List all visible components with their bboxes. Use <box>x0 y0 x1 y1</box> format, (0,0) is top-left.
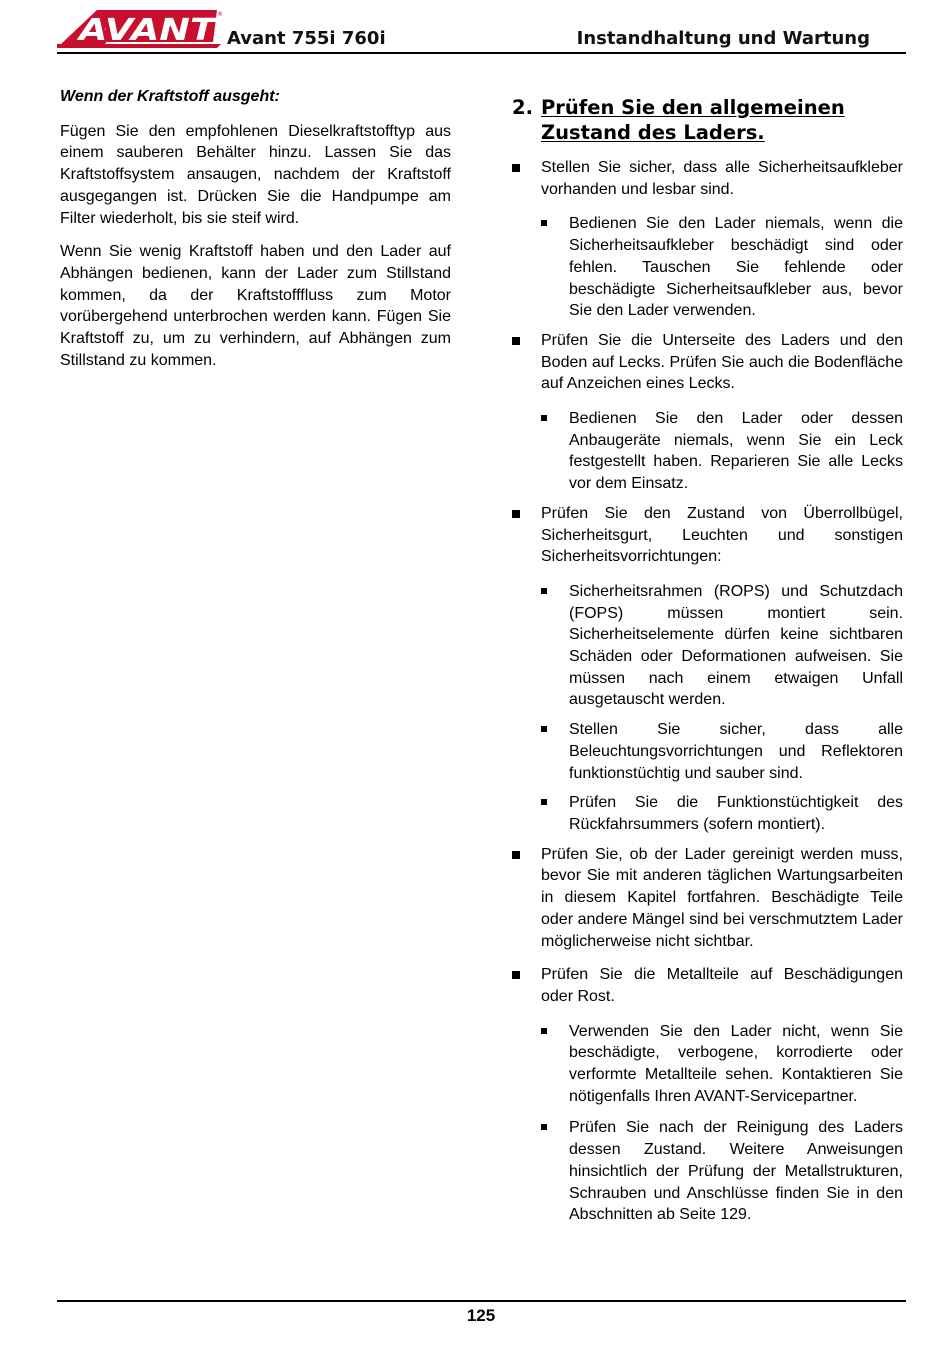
small-square-bullet-icon <box>541 220 547 226</box>
page-number: 125 <box>466 1306 496 1325</box>
sub-bullet-text: Bedienen Sie den Lader niemals, wenn die Sicherheitsaufkleber beschädigt sind oder fehlen. Tauschen Sie fehlende oder beschädigte Sicherheitsaufkleber aus, bevor Sie den Lader verwenden. <box>569 215 903 320</box>
square-bullet-icon <box>512 337 520 345</box>
section-title: Prüfen Sie den allgemeinen Zustand des Laders. <box>541 96 845 144</box>
small-square-bullet-icon <box>541 726 547 732</box>
avant-logo <box>57 6 225 48</box>
bullet-item <box>512 157 903 200</box>
sub-bullet-item <box>512 408 903 495</box>
header-section-title: Instandhaltung und Wartung <box>576 28 870 49</box>
sub-bullet-text: Prüfen Sie nach der Reinigung des Laders dessen Zustand. Weitere Anweisungen hinsichtlich der Prüfung der Metallstrukturen, Schrauben und Anschlüsse finden Sie in den Abschnitten ab Seite 129. <box>569 1119 903 1224</box>
bullet-item <box>512 844 903 953</box>
bullet-text: Prüfen Sie den Zustand von Überrollbügel, Sicherheitsgurt, Leuchten und sonstigen Sicherheitsvorrichtungen: <box>541 504 903 566</box>
svg-text:®: ® <box>217 11 223 18</box>
bullet-text: Stellen Sie sicher, dass alle Sicherheitsaufkleber vorhanden und lesbar sind. <box>541 159 903 198</box>
bullet-item <box>512 964 903 1007</box>
square-bullet-icon <box>512 510 520 518</box>
sub-bullet-item <box>512 213 903 322</box>
sub-bullet-text: Sicherheitsrahmen (ROPS) und Schutzdach (FOPS) müssen montiert sein. Sicherheitselemente dürfen keine sichtbaren Schäden oder Deformationen aufweisen. Sie müssen nach einem etwaigen Unfall ausgetauscht werden. <box>569 582 903 709</box>
section-number: 2. <box>512 96 533 119</box>
sub-bullet-item <box>512 792 903 835</box>
sub-bullet-item <box>512 581 903 711</box>
small-square-bullet-icon <box>541 415 547 421</box>
square-bullet-icon <box>512 971 520 979</box>
svg-text:AVANT: AVANT <box>76 13 219 48</box>
sub-bullet-item <box>512 719 903 784</box>
left-column <box>60 86 451 383</box>
bullet-item <box>512 503 903 568</box>
small-square-bullet-icon <box>541 1028 547 1034</box>
header-divider <box>57 52 906 54</box>
section-heading <box>512 95 903 145</box>
small-square-bullet-icon <box>541 1124 547 1130</box>
sub-bullet-text: Stellen Sie sicher, dass alle Beleuchtungsvorrichtungen und Reflektoren funktionstüchtig und sauber sind. <box>569 721 903 782</box>
bullet-text: Prüfen Sie die Metallteile auf Beschädigungen oder Rost. <box>541 966 903 1005</box>
sub-bullet-text: Verwenden Sie den Lader nicht, wenn Sie beschädigte, verbogene, korrodierte oder verformte Metallteile sehen. Kontaktieren Sie nötigenfalls Ihren AVANT-Servicepartner. <box>569 1022 903 1105</box>
square-bullet-icon <box>512 851 520 859</box>
bullet-text: Prüfen Sie die Unterseite des Laders und den Boden auf Lecks. Prüfen Sie auch die Bodenfläche auf Anzeichen eines Lecks. <box>541 331 903 393</box>
footer-divider <box>57 1300 906 1302</box>
bullet-text: Prüfen Sie, ob der Lader gereinigt werden muss, bevor Sie mit anderen täglichen Wartungsarbeiten in diesem Kapitel fortfahren. Beschädigte Teile oder andere Mängel sind bei verschmutztem Lader möglicherweise nicht sichtbar. <box>541 845 903 950</box>
page-header <box>57 6 906 54</box>
bullet-item <box>512 330 903 395</box>
small-square-bullet-icon <box>541 799 547 805</box>
sub-bullet-item <box>512 1021 903 1108</box>
sub-bullet-item <box>512 1117 903 1226</box>
paragraph: Fügen Sie den empfohlenen Dieselkraftstofftyp aus einem sauberen Behälter hinzu. Lassen Sie das Kraftstoffsystem ansaugen, nachdem der Kraftstoff ausgegangen ist. Drücken Sie die Handpumpe am Filter wiederholt, bis sie steif wird. <box>60 122 451 227</box>
paragraph: Wenn Sie wenig Kraftstoff haben und den Lader auf Abhängen bedienen, kann der Lader zum Stillstand kommen, da der Kraftstofffluss zum Motor vorübergehend unterbrochen werden kann. Fügen Sie Kraftstoff zu, um zu verhindern, auf Abhängen zum Stillstand zu kommen. <box>60 243 451 369</box>
fuel-subheading: Wenn der Kraftstoff ausgeht: <box>60 88 280 105</box>
sub-bullet-text: Prüfen Sie die Funktionstüchtigkeit des Rückfahrsummers (sofern montiert). <box>569 794 903 833</box>
right-column <box>512 95 903 1234</box>
square-bullet-icon <box>512 164 520 172</box>
header-model: Avant 755i 760i <box>227 28 386 49</box>
small-square-bullet-icon <box>541 588 547 594</box>
sub-bullet-text: Bedienen Sie den Lader oder dessen Anbaugeräte niemals, wenn Sie ein Leck festgestellt haben. Reparieren Sie alle Lecks vor dem Einsatz. <box>569 410 903 493</box>
